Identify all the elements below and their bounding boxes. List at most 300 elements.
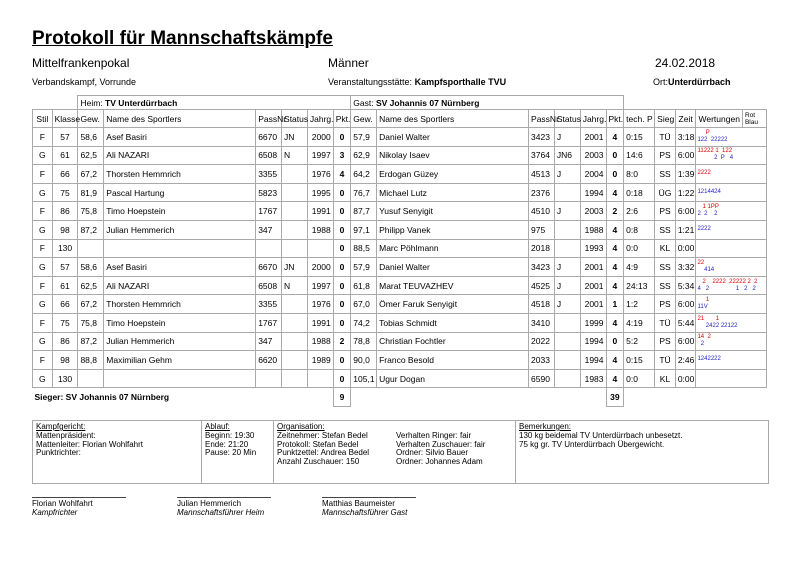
wertungen-blue: 122 22222: [697, 136, 728, 143]
guest-jahrg: 1994: [580, 351, 606, 370]
win-type: SS: [655, 276, 676, 295]
home-status: [282, 351, 308, 370]
home-gew: [78, 239, 104, 258]
verhalten-ringer: Verhalten Ringer: fair: [396, 430, 472, 440]
home-pkt: 0: [333, 220, 351, 239]
home-passnr: 3355: [256, 295, 282, 314]
bout-stil: G: [33, 295, 53, 314]
home-gew: [78, 369, 104, 388]
signature-gast: [322, 497, 416, 517]
bout-time: 0:00: [675, 369, 696, 388]
guest-name: Marat TEUVAZHEV: [377, 276, 529, 295]
wertungen-blue: 1242222: [697, 356, 721, 363]
punktrichter: Punktrichter:: [36, 448, 81, 458]
home-jahrg: 1976: [307, 295, 333, 314]
bout-row: [33, 295, 767, 314]
home-name: Thorsten Hemmrich: [104, 295, 256, 314]
guest-pkt: 4: [606, 351, 624, 370]
guest-status: J: [554, 165, 580, 184]
wertungen-red: P: [697, 129, 710, 136]
home-total: 9: [333, 388, 351, 407]
venue: Kampfsporthalle TVU: [414, 77, 507, 87]
home-jahrg: 2000: [307, 258, 333, 277]
bout-time: 2:46: [675, 351, 696, 370]
guest-status: J: [554, 295, 580, 314]
guest-pkt: 4: [606, 258, 624, 277]
guest-gew: 76,7: [351, 183, 377, 202]
bout-time: 1:39: [675, 165, 696, 184]
wertungen-blue: 11V: [697, 304, 708, 311]
guest-name: Tobias Schmidt: [377, 313, 529, 332]
place-label: Ort:: [653, 77, 668, 87]
col-guest-gew: Gew.: [351, 110, 377, 128]
result-row: [33, 388, 767, 407]
home-passnr: [256, 239, 282, 258]
event-type: Verbandskampf, Vorrunde: [32, 77, 137, 87]
home-gew: 62,5: [78, 146, 104, 165]
bout-stil: G: [33, 258, 53, 277]
wertungen-blue: 2 2 2: [697, 211, 718, 218]
signature-line: [177, 497, 271, 498]
guest-passnr: 4525: [529, 276, 555, 295]
guest-team-cell: [351, 96, 624, 110]
wertungen: [696, 165, 767, 184]
home-name: Timo Hoepstein: [104, 313, 256, 332]
bout-time: 3:18: [675, 128, 696, 147]
wertungen: [696, 295, 767, 314]
home-gew: 75,8: [78, 313, 104, 332]
col-home-gew: Gew.: [78, 110, 104, 128]
guest-status: [554, 332, 580, 351]
guest-name: Christian Fochtler: [377, 332, 529, 351]
footer-box: [32, 420, 769, 484]
home-gew: 58,6: [78, 128, 104, 147]
bout-klasse: 66: [52, 295, 78, 314]
bout-stil: F: [33, 276, 53, 295]
beginn: Beginn: 19:30: [205, 430, 255, 440]
home-name: Thorsten Hemmrich: [104, 165, 256, 184]
guest-name: Franco Besold: [377, 351, 529, 370]
tech-points: 14:6: [624, 146, 655, 165]
bout-row: [33, 276, 767, 295]
bout-row: [33, 313, 767, 332]
bout-time: 0:00: [675, 239, 696, 258]
guest-status: J: [554, 202, 580, 221]
guest-jahrg: 2001: [580, 128, 606, 147]
tech-points: 4:19: [624, 313, 655, 332]
home-status: [282, 313, 308, 332]
home-passnr: 5823: [256, 183, 282, 202]
win-type: PS: [655, 295, 676, 314]
home-pkt: 0: [333, 295, 351, 314]
guest-gew: 90,0: [351, 351, 377, 370]
bout-rows: [33, 128, 767, 388]
organisation-left: [277, 432, 369, 467]
home-jahrg: 1997: [307, 146, 333, 165]
bout-stil: F: [33, 165, 53, 184]
bout-time: 1:21: [675, 220, 696, 239]
bout-stil: G: [33, 220, 53, 239]
bemerkungen-title: Bemerkungen:: [519, 422, 572, 431]
bemerkung-2: 75 kg gr. TV Unterdürrbach Übergewicht.: [519, 439, 665, 449]
bout-klasse: 86: [52, 332, 78, 351]
bout-stil: G: [33, 183, 53, 202]
home-pkt: 0: [333, 276, 351, 295]
home-jahrg: 1995: [307, 183, 333, 202]
guest-pkt: 2: [606, 202, 624, 221]
home-name: Julian Hemmerich: [104, 220, 256, 239]
tech-points: 0:0: [624, 239, 655, 258]
category: Männer: [328, 56, 369, 70]
guest-gew: 62,9: [351, 146, 377, 165]
home-pkt: 0: [333, 313, 351, 332]
winner-text: Sieger: SV Johannis 07 Nürnberg: [33, 388, 334, 407]
win-type: TÜ: [655, 351, 676, 370]
home-gew: 87,2: [78, 332, 104, 351]
bout-klasse: 130: [52, 369, 78, 388]
home-gew: 87,2: [78, 220, 104, 239]
home-name: [104, 369, 256, 388]
bout-stil: G: [33, 146, 53, 165]
bout-klasse: 57: [52, 128, 78, 147]
bout-klasse: 98: [52, 220, 78, 239]
home-name: Ali NAZARI: [104, 276, 256, 295]
home-passnr: 6620: [256, 351, 282, 370]
tech-points: 8:0: [624, 165, 655, 184]
col-zeit: Zeit: [675, 110, 696, 128]
bout-row: [33, 128, 767, 147]
ablauf-title: Ablauf:: [205, 422, 230, 431]
bout-row: [33, 165, 767, 184]
wertungen-blue: 2 P 4: [697, 155, 734, 162]
signature-name: Matthias Baumeister: [322, 499, 395, 508]
guest-gew: 61,8: [351, 276, 377, 295]
guest-jahrg: 2001: [580, 295, 606, 314]
home-passnr: [256, 369, 282, 388]
tech-points: 1:2: [624, 295, 655, 314]
win-type: KL: [655, 239, 676, 258]
guest-status: [554, 220, 580, 239]
home-status: N: [282, 276, 308, 295]
guest-name: Erdogan Güzey: [377, 165, 529, 184]
wertungen-blue: 414: [697, 266, 715, 273]
guest-name: Nikolay Isaev: [377, 146, 529, 165]
win-type: PS: [655, 332, 676, 351]
home-status: [282, 220, 308, 239]
home-passnr: 6508: [256, 276, 282, 295]
wertungen: [696, 202, 767, 221]
wertungen: [696, 313, 767, 332]
wertungen-blue: 2422 22122: [697, 322, 738, 329]
column-header-row: [33, 110, 767, 128]
home-status: JN: [282, 128, 308, 147]
col-klasse: Klasse: [52, 110, 78, 128]
mattenleiter: Mattenleiter: Florian Wohlfahrt: [36, 439, 144, 449]
place: Unterdürrbach: [668, 77, 731, 87]
signature-name: Julian Hemmerich: [177, 499, 242, 508]
wertungen-red: 1: [697, 297, 710, 304]
guest-jahrg: 2001: [580, 276, 606, 295]
wertungen-blue: 2: [697, 341, 705, 348]
guest-passnr: 6590: [529, 369, 555, 388]
bout-row: [33, 183, 767, 202]
wertungen-red: 14 2: [697, 334, 711, 341]
guest-status: J: [554, 128, 580, 147]
guest-passnr: 4510: [529, 202, 555, 221]
home-jahrg: 1976: [307, 165, 333, 184]
guest-name: Daniel Walter: [377, 128, 529, 147]
home-passnr: 347: [256, 220, 282, 239]
col-home-name: Name des Sportlers: [104, 110, 256, 128]
home-passnr: 3355: [256, 165, 282, 184]
guest-gew: 105,1: [351, 369, 377, 388]
home-status: N: [282, 146, 308, 165]
guest-status: [554, 239, 580, 258]
bout-time: 6:00: [675, 202, 696, 221]
col-guest-passnr: PassNr: [529, 110, 555, 128]
guest-jahrg: 2001: [580, 258, 606, 277]
guest-passnr: 3764: [529, 146, 555, 165]
home-passnr: 1767: [256, 313, 282, 332]
guest-label: Gast:: [353, 97, 374, 108]
home-jahrg: 1991: [307, 313, 333, 332]
page-title: Protokoll für Mannschaftskämpfe: [32, 28, 333, 49]
guest-pkt: 4: [606, 239, 624, 258]
guest-passnr: 975: [529, 220, 555, 239]
guest-jahrg: 1999: [580, 313, 606, 332]
guest-gew: 57,9: [351, 258, 377, 277]
win-type: KL: [655, 369, 676, 388]
col-guest-name: Name des Sportlers: [377, 110, 529, 128]
bout-klasse: 61: [52, 146, 78, 165]
home-pkt: 3: [333, 146, 351, 165]
wertungen: [696, 220, 767, 239]
tech-points: 2:6: [624, 202, 655, 221]
col-guest-jahrg: Jahrg.: [580, 110, 606, 128]
guest-jahrg: 2003: [580, 202, 606, 221]
home-name: Pascal Hartung: [104, 183, 256, 202]
home-jahrg: 1988: [307, 220, 333, 239]
home-team-cell: [78, 96, 351, 110]
col-home-pkt: Pkt.: [333, 110, 351, 128]
home-pkt: 0: [333, 183, 351, 202]
bout-row: [33, 202, 767, 221]
col-guest-pkt: Pkt.: [606, 110, 624, 128]
bout-row: [33, 351, 767, 370]
col-sieg: Sieg: [655, 110, 676, 128]
col-home-jahrg: Jahrg.: [307, 110, 333, 128]
wertungen-red: 22: [697, 259, 705, 266]
bout-stil: F: [33, 202, 53, 221]
win-type: SS: [655, 165, 676, 184]
home-pkt: 0: [333, 258, 351, 277]
guest-pkt: 4: [606, 220, 624, 239]
guest-gew: 87,7: [351, 202, 377, 221]
bout-klasse: 130: [52, 239, 78, 258]
home-jahrg: 1989: [307, 351, 333, 370]
competition-name: Mittelfrankenpokal: [32, 56, 130, 70]
guest-passnr: 3423: [529, 128, 555, 147]
wertungen-red: 11222 1 122: [697, 148, 733, 155]
wertungen-blue: 4 2 1 2 2: [697, 285, 756, 292]
guest-jahrg: 2004: [580, 165, 606, 184]
bout-klasse: 86: [52, 202, 78, 221]
home-status: [282, 369, 308, 388]
protokoll: Protokoll: Stefan Bedel: [277, 439, 359, 449]
guest-jahrg: 2003: [580, 146, 606, 165]
guest-pkt: 4: [606, 276, 624, 295]
bout-stil: F: [33, 128, 53, 147]
guest-pkt: 1: [606, 295, 624, 314]
bout-time: 6:00: [675, 146, 696, 165]
kampfgericht-title: Kampfgericht:: [36, 422, 86, 431]
organisation-block: [273, 421, 515, 483]
bout-klasse: 75: [52, 313, 78, 332]
guest-jahrg: 1983: [580, 369, 606, 388]
home-passnr: 6670: [256, 128, 282, 147]
home-gew: 58,6: [78, 258, 104, 277]
wertungen: [696, 332, 767, 351]
guest-status: J: [554, 276, 580, 295]
guest-passnr: 2376: [529, 183, 555, 202]
guest-pkt: 0: [606, 146, 624, 165]
guest-pkt: 4: [606, 183, 624, 202]
home-gew: 88,8: [78, 351, 104, 370]
bout-row: [33, 220, 767, 239]
guest-passnr: 3423: [529, 258, 555, 277]
home-pkt: 2: [333, 332, 351, 351]
home-gew: 81,9: [78, 183, 104, 202]
home-pkt: 0: [333, 351, 351, 370]
guest-status: [554, 183, 580, 202]
home-status: [282, 165, 308, 184]
wertungen: [696, 239, 767, 258]
wertungen-blue: 1214424: [697, 189, 721, 196]
home-gew: 67,2: [78, 295, 104, 314]
guest-status: [554, 313, 580, 332]
home-name: Timo Hoepstein: [104, 202, 256, 221]
tech-points: 4:9: [624, 258, 655, 277]
bout-time: 5:44: [675, 313, 696, 332]
bout-stil: F: [33, 239, 53, 258]
wertungen: [696, 369, 767, 388]
home-gew: 62,5: [78, 276, 104, 295]
home-status: [282, 202, 308, 221]
bout-time: 1:22: [675, 183, 696, 202]
win-type: TÜ: [655, 128, 676, 147]
home-gew: 67,2: [78, 165, 104, 184]
bemerkung-1: 130 kg beidemal TV Unterdürrbach unbesetzt.: [519, 430, 683, 440]
wertungen-red: 2222: [697, 170, 711, 177]
col-wertungen: Wertungen: [696, 110, 743, 128]
signature-kampfrichter: [32, 497, 126, 517]
bouts-table: [32, 95, 767, 407]
guest-name: Yusuf Senyigit: [377, 202, 529, 221]
guest-jahrg: 1994: [580, 183, 606, 202]
guest-passnr: 2022: [529, 332, 555, 351]
home-status: [282, 183, 308, 202]
home-status: [282, 295, 308, 314]
pause: Pause: 20 Min: [205, 448, 257, 458]
bout-klasse: 75: [52, 183, 78, 202]
win-type: PS: [655, 146, 676, 165]
home-jahrg: 1988: [307, 332, 333, 351]
ordner-1: Ordner: Silvio Bauer: [396, 448, 469, 458]
zeitnehmer: Zeitnehmer: Stefan Bedel: [277, 430, 368, 440]
guest-gew: 78,8: [351, 332, 377, 351]
bout-row: [33, 369, 767, 388]
guest-gew: 57,9: [351, 128, 377, 147]
bout-klasse: 66: [52, 165, 78, 184]
col-stil: Stil: [33, 110, 53, 128]
bout-time: 6:00: [675, 332, 696, 351]
guest-jahrg: 1994: [580, 332, 606, 351]
home-pkt: 0: [333, 239, 351, 258]
col-rot-blau: Rot Blau: [742, 110, 766, 128]
guest-jahrg: 1988: [580, 220, 606, 239]
guest-name: Michael Lutz: [377, 183, 529, 202]
bout-time: 6:00: [675, 295, 696, 314]
guest-name: Ugur Dogan: [377, 369, 529, 388]
home-passnr: 6508: [256, 146, 282, 165]
guest-jahrg: 1993: [580, 239, 606, 258]
place-info: [653, 77, 731, 87]
home-team: TV Unterdürrbach: [105, 97, 178, 108]
tech-points: 5:2: [624, 332, 655, 351]
signature-role: Mannschaftsführer Heim: [177, 508, 265, 517]
col-tech: tech. P: [624, 110, 655, 128]
col-home-status: Status: [282, 110, 308, 128]
guest-pkt: 4: [606, 313, 624, 332]
home-pkt: 4: [333, 165, 351, 184]
bout-klasse: 98: [52, 351, 78, 370]
bout-stil: F: [33, 351, 53, 370]
home-name: Asef Basiri: [104, 258, 256, 277]
guest-gew: 64,2: [351, 165, 377, 184]
tech-points: 0:18: [624, 183, 655, 202]
event-date: 24.02.2018: [655, 56, 716, 70]
tech-points: 0:8: [624, 220, 655, 239]
home-name: Asef Basiri: [104, 128, 256, 147]
bout-time: 3:32: [675, 258, 696, 277]
home-name: Julian Hemmerich: [104, 332, 256, 351]
col-guest-status: Status: [554, 110, 580, 128]
wertungen-red: 1 1PP: [697, 204, 719, 211]
ablauf-block: [201, 421, 273, 483]
venue-info: [328, 77, 506, 87]
signature-role: Mannschaftsführer Gast: [322, 508, 408, 517]
ordner-2: Ordner: Johannes Adam: [396, 457, 483, 467]
wertungen: [696, 146, 767, 165]
home-passnr: 6670: [256, 258, 282, 277]
guest-name: Ömer Faruk Senyigit: [377, 295, 529, 314]
home-passnr: 347: [256, 332, 282, 351]
signature-line: [32, 497, 126, 498]
organisation-title: Organisation:: [277, 422, 325, 431]
venue-label: Veranstaltungsstätte:: [328, 77, 413, 87]
home-jahrg: [307, 239, 333, 258]
home-passnr: 1767: [256, 202, 282, 221]
guest-passnr: 2033: [529, 351, 555, 370]
guest-status: [554, 369, 580, 388]
guest-pkt: 4: [606, 128, 624, 147]
win-type: TÜ: [655, 313, 676, 332]
bout-stil: F: [33, 313, 53, 332]
home-jahrg: 2000: [307, 128, 333, 147]
guest-pkt: 0: [606, 332, 624, 351]
home-status: [282, 239, 308, 258]
organisation-right: [396, 432, 485, 467]
